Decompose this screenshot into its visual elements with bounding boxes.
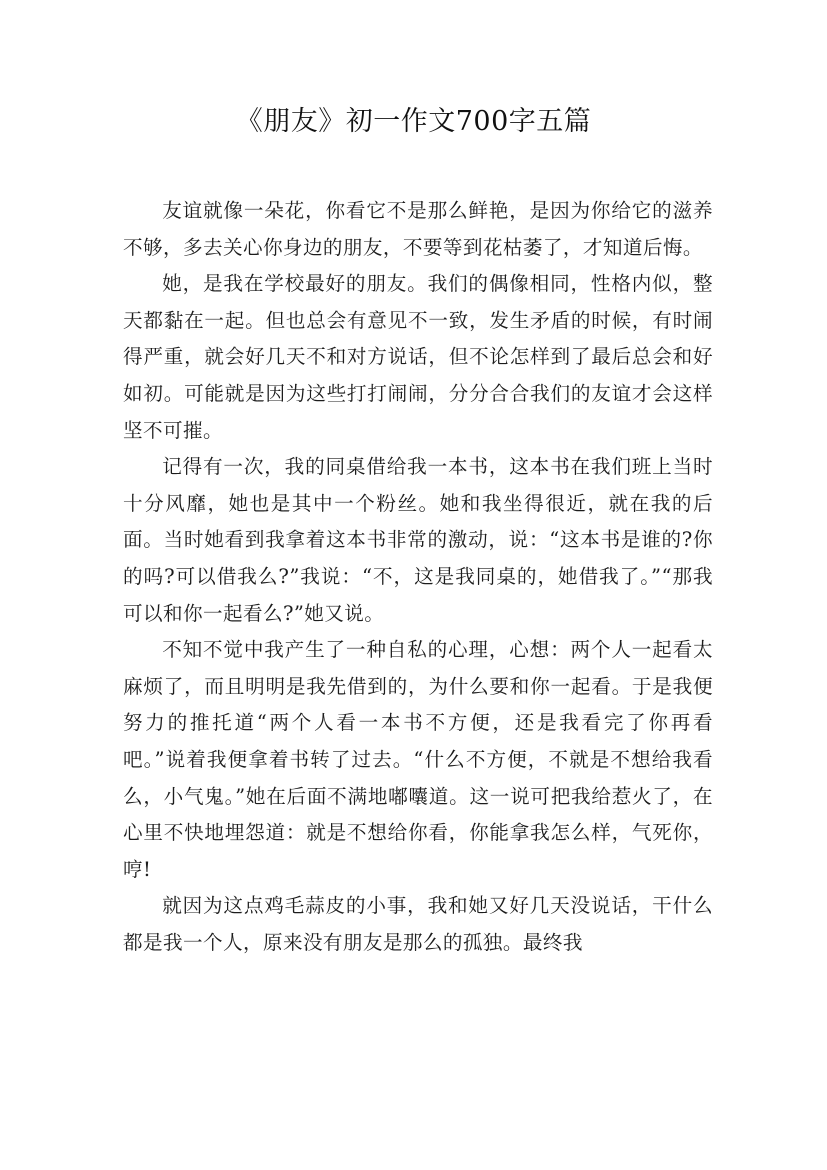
document-title: 《朋友》初一作文700字五篇 [235,106,592,137]
document-body [123,193,713,961]
paragraph: 记得有一次，我的同桌借给我一本书，这本书在我们班上当时十分风靡，她也是其中一个粉丝。她和我坐得很近，就在我的后面。当时她看到我拿着这本书非常的激动，说：“这本书是谁的?你的吗?可以借我么?”我说：“不，这是我同桌的，她借我了。”“那我可以和你一起看么?”她又说。 [123,455,713,625]
paragraph: 不知不觉中我产生了一种自私的心理，心想：两个人一起看太麻烦了，而且明明是我先借到的，为什么要和你一起看。于是我便努力的推托道“两个人看一本书不方便，还是我看完了你再看吧。”说着我便拿着书转了过去。“什么不方便，不就是不想给我看么，小气鬼。”她在后面不满地嘟囔道。这一说可把我给惹火了，在心里不快地埋怨道：就是不想给你看，你能拿我怎么样，气死你，哼! [123,638,713,881]
paragraph: 她，是我在学校最好的朋友。我们的偶像相同，性格内似，整天都黏在一起。但也总会有意见不一致，发生矛盾的时候，有时闹得严重，就会好几天不和对方说话，但不论怎样到了最后总会和好如初。可能就是因为这些打打闹闹，分分合合我们的友谊才会这样坚不可摧。 [123,272,713,442]
paragraph: 就因为这点鸡毛蒜皮的小事，我和她又好几天没说话，干什么都是我一个人，原来没有朋友是那么的孤独。最终我 [123,894,713,954]
paragraph: 友谊就像一朵花，你看它不是那么鲜艳，是因为你给它的滋养不够，多去关心你身边的朋友，不要等到花枯萎了，才知道后悔。 [123,199,713,259]
